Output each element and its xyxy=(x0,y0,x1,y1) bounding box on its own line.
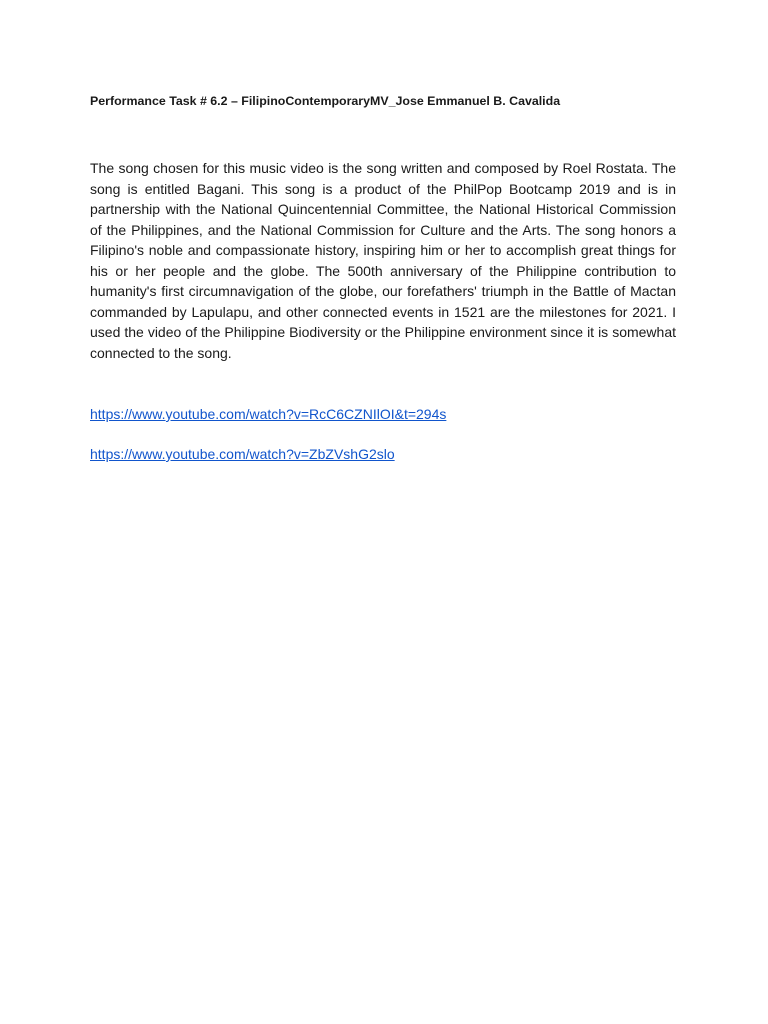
link-list xyxy=(90,404,676,464)
youtube-link-2[interactable]: https://www.youtube.com/watch?v=ZbZVshG2slo xyxy=(90,446,395,462)
body-paragraph: The song chosen for this music video is the song written and composed by Roel Rostata. The song is entitled Bagani. This song is a product of the PhilPop Bootcamp 2019 and is in partnership with the National Quincentennial Committee, the National Historical Commission of the Philippines, and the National Commission for Culture and the Arts. The song honors a Filipino's noble and compassionate history, inspiring him or her to accomplish great things for his or her people and the globe. The 500th anniversary of the Philippine contribution to humanity's first circumnavigation of the globe, our forefathers' triumph in the Battle of Mactan commanded by Lapulapu, and other connected events in 1521 are the milestones for 2021. I used the video of the Philippine Biodiversity or the Philippine environment since it is somewhat connected to the song. xyxy=(90,160,676,361)
youtube-link-1[interactable]: https://www.youtube.com/watch?v=RcC6CZNIlOI&t=294s xyxy=(90,406,447,422)
document-page xyxy=(90,92,676,464)
document-title: Performance Task # 6.2 – FilipinoContemporaryMV_Jose Emmanuel B. Cavalida xyxy=(90,94,561,108)
